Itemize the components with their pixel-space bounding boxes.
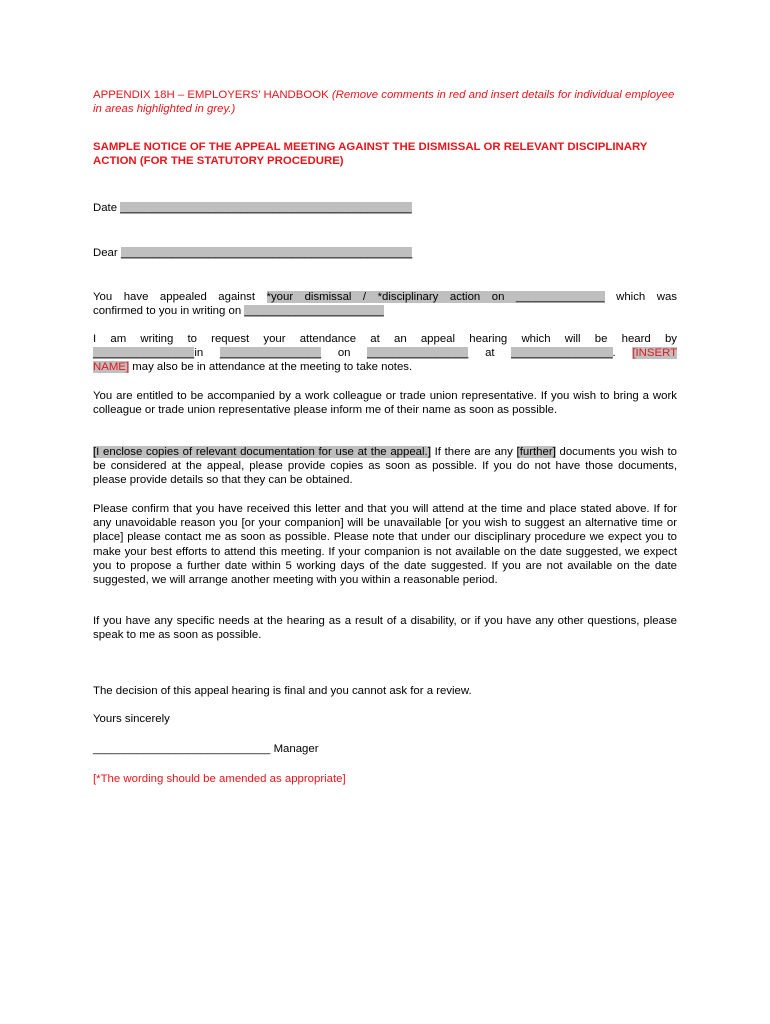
- signature-field[interactable]: ____________________________: [93, 743, 271, 755]
- appeal-text: You have appealed against: [93, 291, 256, 303]
- period: .: [612, 347, 616, 360]
- hearing-line-1: I am writing to request your attendance at an appeal hearing which will be heard by: [93, 333, 677, 345]
- at-word: at: [485, 347, 495, 360]
- date-line: [93, 201, 677, 215]
- date-field[interactable]: ______________________________________________: [120, 202, 412, 214]
- decision-paragraph: The decision of this appeal hearing is final and you cannot ask for a review.: [93, 685, 472, 697]
- documents-paragraph: [93, 445, 677, 488]
- dear-label: Dear: [93, 247, 118, 259]
- appeal-line-2: [93, 304, 677, 318]
- needs-paragraph: If you have any specific needs at the hearing as a result of a disability, or if you have any other questions, please speak to me as soon as possible.: [93, 615, 677, 642]
- confirm-paragraph: Please confirm that you have received this letter and that you will attend at the time and place stated above. If for any unavoidable reason you [or your companion] will be unavailable [or you wish to suggest an alternative time or place] please contact me as soon as possible. Please note that under our disciplinary procedure we expect you to make your best efforts to attend this meeting. If your companion is not available on the date suggested, we expect you to propose a further date within 5 working days of the date suggested. If you are not available on the date suggested, we will arrange another meeting with you within a reasonable period.: [93, 503, 677, 587]
- hearing-line-2: [93, 346, 677, 360]
- companion-paragraph: You are entitled to be accompanied by a work colleague or trade union representative. If you wish to bring a work colleague or trade union representative please inform me of their name as soon as possible.: [93, 390, 677, 417]
- appendix-note: (Remove comments in red and insert details for individual employee in areas highlighted in grey.): [93, 89, 675, 116]
- enclose-documents-field[interactable]: [I enclose copies of relevant documentation for use at the appeal.]: [93, 446, 431, 458]
- appendix-title: APPENDIX 18H – EMPLOYERS’ HANDBOOK: [93, 89, 329, 101]
- further-field[interactable]: [further]: [516, 446, 556, 458]
- signature-title: Manager: [273, 743, 319, 755]
- insert-name-field[interactable]: [INSERT: [632, 347, 678, 360]
- in-word: in: [194, 347, 204, 360]
- appendix-heading: [93, 88, 677, 116]
- notice-title: SAMPLE NOTICE OF THE APPEAL MEETING AGAINST THE DISMISSAL OR RELEVANT DISCIPLINARY ACTION (FOR THE STATUTORY PROCEDURE): [93, 141, 648, 168]
- documents-text: If there are any: [434, 446, 513, 458]
- footnote: [*The wording should be amended as appropriate]: [93, 773, 346, 785]
- appeal-line-1: [93, 290, 677, 304]
- confirmed-text: confirmed to you in writing on: [93, 305, 242, 318]
- confirmed-date-field[interactable]: ______________________: [244, 305, 384, 318]
- note-taker-text: may also be in attendance at the meeting to take notes.: [132, 361, 413, 374]
- hearing-time-field[interactable]: ________________: [511, 347, 613, 360]
- appeal-text-suffix: which was: [616, 291, 677, 303]
- heard-by-field[interactable]: ________________: [93, 347, 195, 360]
- documents-text-end: documents you wish to be considered at the appeal, please provide copies as soon as possible. If you do not have those documents, please provide details so that they can be obtained.: [93, 446, 678, 487]
- recipient-name-field[interactable]: ______________________________________________: [120, 247, 413, 259]
- date-label: Date: [93, 202, 118, 214]
- salutation: Yours sincerely: [93, 713, 170, 725]
- hearing-line-3: [93, 360, 677, 374]
- hearing-date-field[interactable]: ________________: [367, 347, 469, 360]
- appeal-paragraph: [93, 290, 677, 318]
- insert-name-field-cont[interactable]: NAME]: [93, 361, 130, 374]
- hearing-paragraph: [93, 332, 677, 375]
- location-field[interactable]: ________________: [219, 347, 322, 360]
- signature-line: [93, 742, 677, 756]
- dismissal-action-field[interactable]: *your dismissal / *disciplinary action on ______________: [266, 291, 605, 303]
- dear-line: [93, 246, 677, 260]
- on-word: on: [337, 347, 351, 360]
